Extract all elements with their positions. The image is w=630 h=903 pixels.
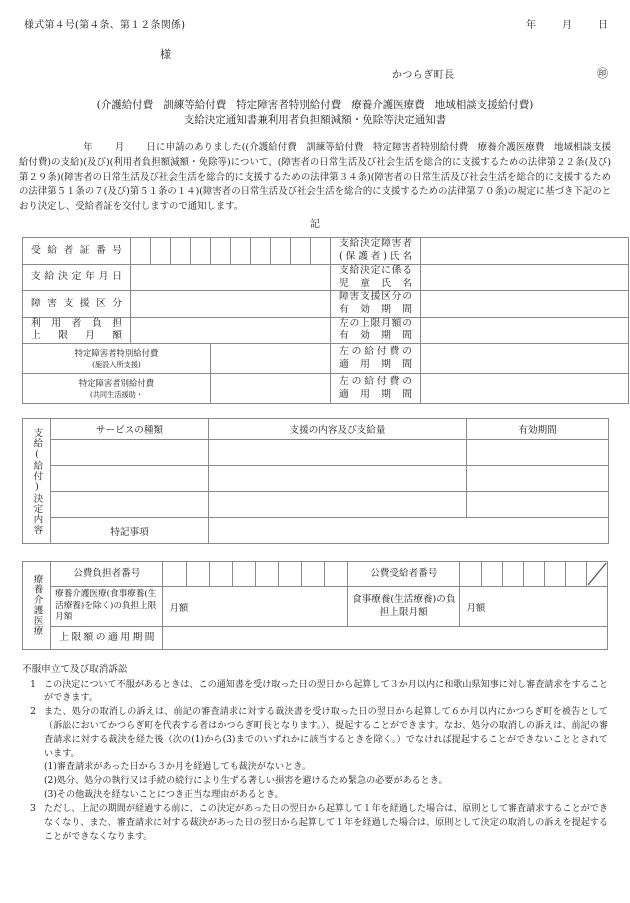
- valid-period-row-3[interactable]: [467, 492, 609, 518]
- content-amount-row-1[interactable]: [209, 440, 467, 466]
- cert-no-box-10[interactable]: [311, 238, 331, 264]
- recipient-cert-no-label: 受給者証番号: [23, 238, 131, 264]
- user-burden-label-l1: 利用者負担: [31, 317, 122, 329]
- user-burden-label-l2: 上限月額: [31, 330, 122, 342]
- content-amount-row-3[interactable]: [209, 492, 467, 518]
- payer-no-box-5[interactable]: [255, 562, 278, 587]
- payer-no-box-3[interactable]: [209, 562, 232, 587]
- appeal-item-1-text: この決定について不服があるときは、この通知書を受け取った日の翌日から起算して３か月以内に和歌山県知事に対し審査請求をすることができます。: [44, 679, 608, 704]
- issuer-name: かつらぎ町長: [392, 70, 455, 81]
- appeal-sub-2: (2)処分、処分の執行又は手続の続行により生ずる著しい損害を避けるため緊急の必要があるとき。: [44, 776, 448, 787]
- child-name-value[interactable]: [421, 264, 629, 290]
- medical-care-table: [22, 561, 608, 650]
- limit-period-value[interactable]: [163, 626, 608, 649]
- table-row: [23, 440, 609, 466]
- recipient-no-box-1[interactable]: [460, 562, 481, 587]
- appeal-item-2-number: 2: [30, 707, 36, 718]
- support-category-period-value[interactable]: [421, 291, 629, 317]
- seal-stamp-icon: ㊞: [597, 67, 608, 80]
- user-burden-period-value[interactable]: [421, 317, 629, 343]
- child-name-label-l1: 支給決定に係る: [339, 264, 412, 276]
- payer-no-box-1[interactable]: [163, 562, 186, 587]
- table-row: [23, 626, 608, 649]
- table-row: [23, 419, 609, 440]
- form-number: 様式第４号(第４条、第１２条関係): [24, 20, 186, 31]
- cert-no-box-1[interactable]: [131, 238, 151, 264]
- public-recipient-no-label: 公費受給者番号: [348, 562, 460, 587]
- appeal-item-3-text: ただし、上記の期間が経過する前に、この決定があった日の翌日から起算して１年を経過した場合は、原則として審査請求することができなくなり、また、審査請求に対する裁決があった日の翌日から起算して１年を経過した場合は、原則として決定の取消しの訴えを提起することができなくなります。: [44, 803, 608, 842]
- special-benefit-period-label: [331, 344, 421, 374]
- recipient-name-label-l1: 支給決定障害者: [339, 238, 412, 250]
- user-burden-period-label: [331, 317, 421, 343]
- title-part-2: 特定障害者特別給付費: [236, 99, 342, 111]
- cert-no-box-2[interactable]: [151, 238, 171, 264]
- service-type-row-1[interactable]: [51, 440, 209, 466]
- special-benefit2-label-main: 特定障害者別給付費: [78, 378, 155, 389]
- title-line-1: [0, 98, 630, 113]
- meal-limit-label: 食事療養(生活療養)の負担上限月額: [348, 587, 460, 627]
- table-row: [23, 587, 608, 627]
- content-amount-row-2[interactable]: [209, 466, 467, 492]
- cert-no-box-4[interactable]: [191, 238, 211, 264]
- recipient-name-label-l2: (保護者)氏名: [339, 251, 412, 263]
- special-benefit2-value[interactable]: [211, 374, 331, 404]
- support-category-label: 障害支援区分: [23, 291, 131, 317]
- payer-no-box-4[interactable]: [232, 562, 255, 587]
- medical-limit-label: 療養介護医療(食事療養(生活療養)を除く)の負担上限月額: [51, 587, 163, 627]
- appeal-item-2-sublist: [44, 761, 608, 802]
- payer-no-box-6[interactable]: [278, 562, 301, 587]
- cert-no-box-6[interactable]: [231, 238, 251, 264]
- appeal-sub-3: (3)その他裁決を経ないことにつき正当な理由があるとき。: [44, 790, 284, 801]
- special-benefit-period-value[interactable]: [421, 344, 629, 374]
- day-label: 日: [598, 20, 608, 31]
- title-part-0: (介護給付費: [96, 99, 154, 111]
- benefit-content-vertical-label-text: 支給(給付)決定内容: [31, 427, 43, 535]
- document-title: [0, 98, 630, 128]
- appeal-sub-1: (1)審査請求があった日から３か月を経過しても裁決がないとき。: [44, 762, 312, 773]
- month-label: 月: [562, 20, 572, 31]
- appeal-item-3-number: 3: [30, 803, 36, 814]
- decision-summary-table: [22, 237, 629, 404]
- recipient-no-box-4[interactable]: [523, 562, 544, 587]
- medical-care-vertical-label-text: 療養介護医療: [31, 574, 43, 637]
- payer-no-box-8[interactable]: [325, 562, 348, 587]
- special-benefit-label: [23, 344, 211, 374]
- table-row: [23, 317, 629, 343]
- document-header: [0, 0, 630, 96]
- table-row: [23, 238, 629, 264]
- appeal-heading: 不服申立て及び取消訴訟: [22, 663, 128, 675]
- intro-paragraph: [19, 141, 611, 214]
- appeal-item-2: [22, 706, 608, 761]
- intro-year: 年: [83, 142, 93, 154]
- limit-period-label: [51, 626, 163, 649]
- addressee-line: 様: [160, 48, 171, 61]
- user-burden-label: [23, 317, 131, 343]
- cert-no-box-9[interactable]: [291, 238, 311, 264]
- title-part-3: 療養介護医療費: [351, 99, 425, 111]
- service-type-row-2[interactable]: [51, 466, 209, 492]
- intro-body: ((介護給付費 訓練等給付費 特定障害者特別給付費 療養介護医療費 地域相談支援給付費)の支給)(及び)(利用者負担額減額・免除等)について、(障害者の日常生活及び社会生活を総合的に支援するための法律第２２条(及び)第２９条)(障害者の日常生活及び社会生活を総合的に支援するための法律第３４条)(障害者の日常生活及び社会生活を総合的に支援するための法律第５１条の７(及び)第５１条の１４)(障害者の日常生活及び社会生活を総合的に支援するための法律第７０条)の規定に基づき下記のとおり決定し、受給者証を交付しますので通知します。: [19, 142, 611, 212]
- column-header-service-type: サービスの種類: [51, 419, 209, 440]
- user-burden-period-l2: 有効期間: [339, 330, 412, 342]
- title-part-4: 地域相談支援給付費): [434, 99, 534, 111]
- recipient-no-box-3[interactable]: [502, 562, 523, 587]
- valid-period-row-1[interactable]: [467, 440, 609, 466]
- appeal-item-2-text: また、処分の取消しの訴えは、前記の審査請求に対する裁決書を受け取った日の翌日から起算して６か月以内にかつらぎ町を被告として（訴訟においてかつらぎ町を代表する者はかつらぎ町長となります。）、提起することができます。なお、処分の取消しの訴えは、前記の審査請求に対する裁決を経た後（次の(1)から(3)までのいずれかに該当するときを除く。）でなければ提起することができないこととされています。: [44, 707, 608, 759]
- appeal-section: [22, 663, 608, 844]
- child-name-label: [331, 264, 421, 290]
- cert-no-box-7[interactable]: [251, 238, 271, 264]
- table-row: [23, 291, 629, 317]
- service-type-row-3[interactable]: [51, 492, 209, 518]
- table-row: [23, 374, 629, 404]
- table-row: [23, 466, 609, 492]
- recipient-no-box-6[interactable]: [565, 562, 586, 587]
- ki-marker: 記: [310, 219, 320, 231]
- title-part-1: 訓練等給付費: [163, 99, 227, 111]
- column-header-content-amount: 支援の内容及び支給量: [209, 419, 467, 440]
- benefit-content-table: [22, 418, 609, 544]
- notes-label: 特記事項: [51, 518, 209, 544]
- support-category-period-l1: 障害支援区分の: [339, 291, 412, 303]
- table-row: [23, 518, 609, 544]
- intro-day: 日に申請のありました: [146, 142, 242, 154]
- public-payer-no-label: 公費負担者番号: [51, 562, 163, 587]
- recipient-no-box-5[interactable]: [544, 562, 565, 587]
- table-row: [23, 492, 609, 518]
- cert-no-box-8[interactable]: [271, 238, 291, 264]
- notes-value[interactable]: [209, 518, 609, 544]
- special-benefit-period-l1: 左の給付費の: [339, 345, 412, 357]
- support-category-period-l2: 有効期間: [339, 304, 412, 315]
- limit-period-label-text: 上限額の適用期間: [59, 631, 155, 643]
- column-header-valid-period: 有効期間: [467, 419, 609, 440]
- child-name-label-l2: 児童氏名: [339, 277, 412, 289]
- user-burden-value[interactable]: [131, 317, 331, 343]
- special-benefit-label-sub: (施設入所支援): [92, 359, 141, 369]
- recipient-name-value[interactable]: [421, 238, 629, 264]
- user-burden-period-l1: 左の上限月額の: [339, 317, 412, 329]
- special-benefit2-period-l2: 適用期間: [339, 388, 412, 400]
- meal-limit-monthly-amount[interactable]: 月額: [460, 587, 608, 627]
- special-benefit-value[interactable]: [211, 344, 331, 374]
- support-category-period-label: [331, 291, 421, 317]
- appeal-item-1-number: 1: [30, 679, 36, 690]
- decision-date-label: 支給決定年月日: [23, 264, 131, 290]
- special-benefit2-label: [23, 374, 211, 404]
- appeal-item-1: [22, 679, 608, 707]
- title-line-2: 支給決定通知書兼利用者負担額減額・免除等決定通知書: [183, 114, 447, 127]
- special-benefit2-period-label: [331, 374, 421, 404]
- support-category-value[interactable]: [131, 291, 331, 317]
- medical-limit-monthly-amount[interactable]: 月額: [163, 587, 348, 627]
- table-row: [23, 562, 608, 587]
- benefit-content-vertical-label: [23, 419, 51, 544]
- intro-month: 月: [114, 142, 125, 154]
- special-benefit-period-l2: 適用期間: [339, 358, 412, 370]
- appeal-item-3: [22, 803, 608, 844]
- payer-no-box-2[interactable]: [186, 562, 209, 587]
- medical-care-vertical-label: [23, 562, 51, 650]
- special-benefit-label-main: 特定障害者特別給付費: [74, 348, 159, 359]
- diagonal-slash-icon: [586, 562, 607, 587]
- valid-period-row-2[interactable]: [467, 466, 609, 492]
- special-benefit2-period-l1: 左の給付費の: [339, 375, 412, 387]
- special-benefit2-label-sub: (共同生活援助・: [89, 389, 144, 399]
- decision-date-value[interactable]: [131, 264, 331, 290]
- recipient-no-box-2[interactable]: [481, 562, 502, 587]
- year-label: 年: [526, 20, 536, 31]
- payer-no-box-7[interactable]: [301, 562, 324, 587]
- recipient-name-label: [331, 238, 421, 264]
- special-benefit2-period-value[interactable]: [421, 374, 629, 404]
- cert-no-box-5[interactable]: [211, 238, 231, 264]
- issue-date-line: [526, 16, 608, 31]
- cert-no-box-3[interactable]: [171, 238, 191, 264]
- table-row: [23, 264, 629, 290]
- table-row: [23, 344, 629, 374]
